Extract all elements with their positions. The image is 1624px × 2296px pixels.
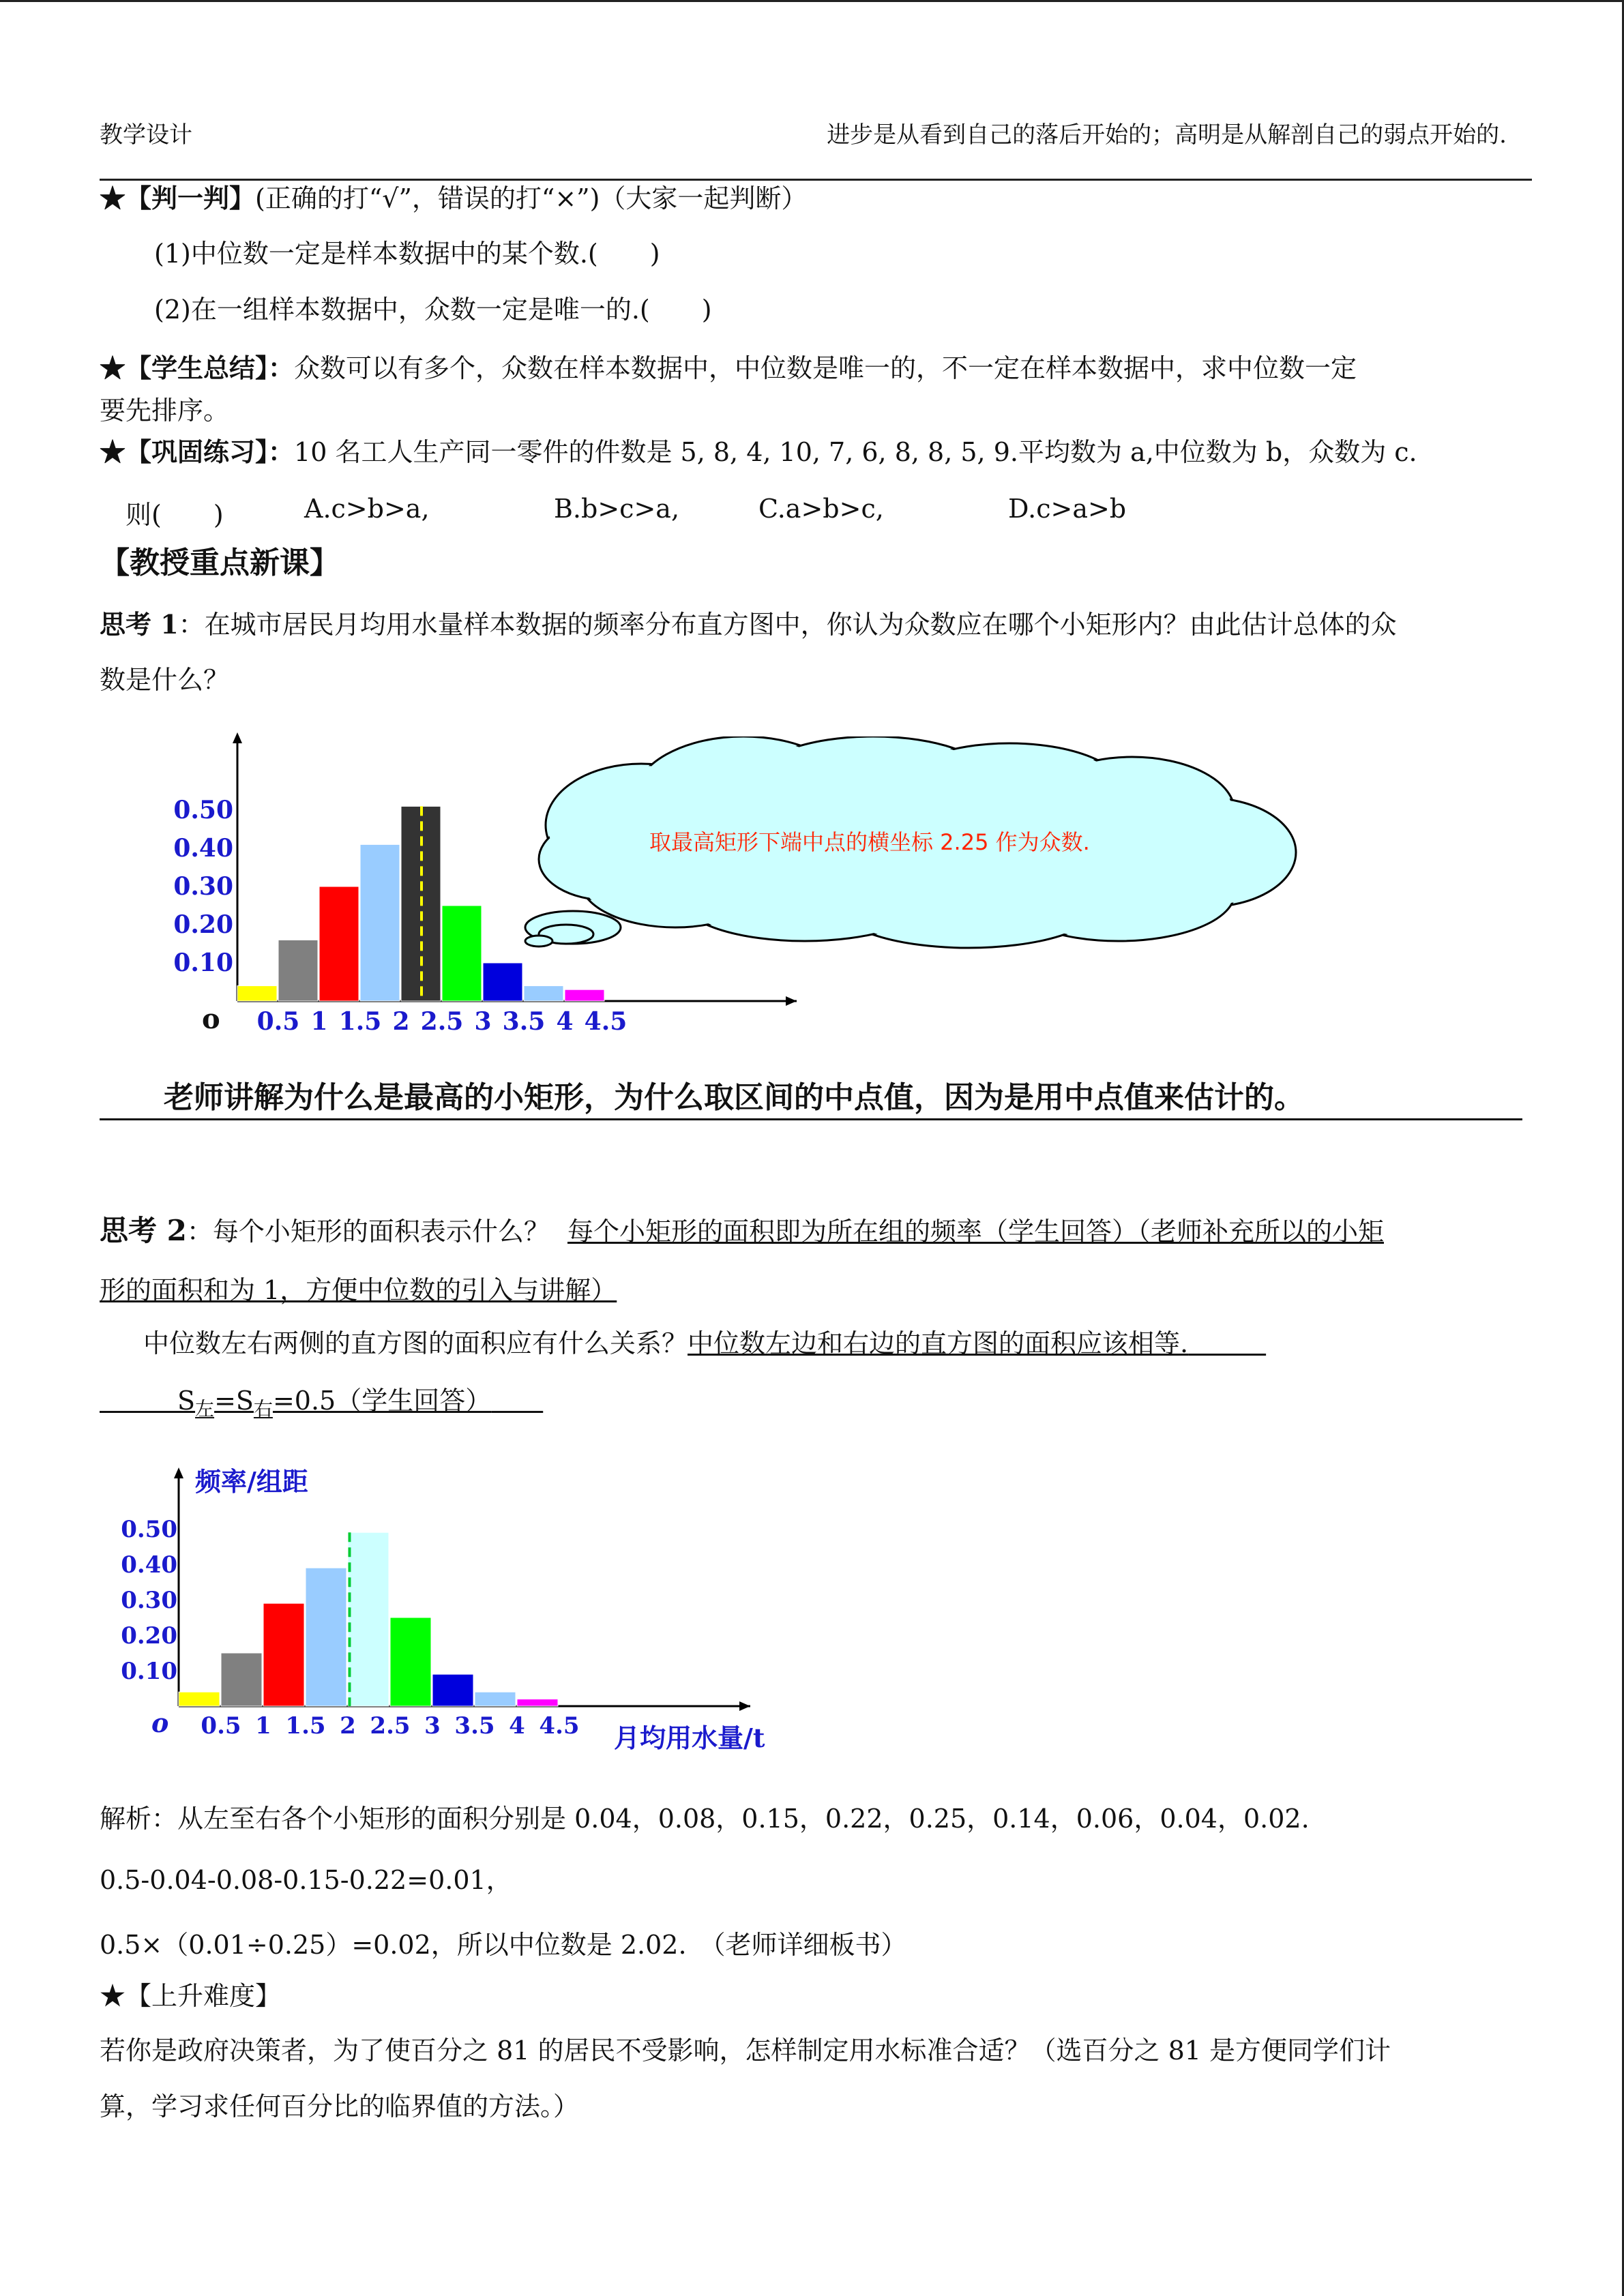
x-tick-label: 2.5 <box>420 1007 464 1036</box>
difficulty-title: ★【上升难度】 <box>100 1981 282 2011</box>
x-tick-label: 3 <box>424 1712 441 1740</box>
y-tick-label: 0.10 <box>121 1658 177 1685</box>
origin-label: o <box>151 1708 169 1738</box>
think2-answer2: 形的面积和为 1，方便中位数的引入与讲解） <box>100 1275 617 1305</box>
y-axis-arrow <box>233 732 242 743</box>
x-tick-label: 2 <box>340 1712 356 1740</box>
think1-text2: 数是什么？ <box>100 665 230 695</box>
practice-line <box>100 436 1417 468</box>
practice-title: ★【巩固练习】： <box>100 436 295 467</box>
histogram-bar <box>179 1692 220 1706</box>
x-tick-label: 3.5 <box>502 1007 546 1036</box>
x-tick-label: 4 <box>556 1007 574 1036</box>
difficulty-text1: 若你是政府决策者，为了使百分之 81 的居民不受影响，怎样制定用水标准合适？（选百分之 81 是方便同学们计 <box>100 2036 1391 2066</box>
section-title: 【教授重点新课】 <box>100 546 340 580</box>
judge-title: ★【判一判】 <box>100 183 256 213</box>
formula-right-sub: 右 <box>253 1397 273 1420</box>
think2-a2-blank <box>1188 1328 1266 1358</box>
practice-option-c: C.a>b>c, <box>758 494 884 524</box>
x-tick-label: 1 <box>255 1712 271 1740</box>
histogram-bar <box>565 989 604 1001</box>
y-tick-label: 0.30 <box>173 872 233 901</box>
judge-q1: (1)中位数一定是样本数据中的某个数.( ) <box>154 239 660 269</box>
think2-label: 思考 2 <box>100 1214 187 1247</box>
histogram-bar <box>432 1674 473 1706</box>
practice-prompt: 则( ) <box>126 500 224 530</box>
formula-blank-end <box>491 1386 543 1416</box>
y-tick-label: 0.10 <box>173 949 233 977</box>
judge-instruction: (正确的打“√”，错误的打“×”)（大家一起判断） <box>255 183 808 213</box>
cloud-text: 取最高矩形下端中点的横坐标 2.25 作为众数. <box>649 829 1090 855</box>
histogram-bar <box>319 886 359 1001</box>
x-tick-label: 4.5 <box>539 1712 580 1740</box>
practice-option-a: A.c>b>a, <box>304 494 430 524</box>
y-axis-arrow <box>174 1467 183 1478</box>
formula-left-sub: 左 <box>195 1397 215 1420</box>
summary-text1: 众数可以有多个，众数在样本数据中，中位数是唯一的，不一定在样本数据中，求中位数一定 <box>294 353 1357 383</box>
think2-a2: 中位数左边和右边的直方图的面积应该相等. <box>688 1328 1189 1358</box>
think2-q2: 中位数左右两侧的直方图的面积应有什么关系？ <box>143 1328 688 1358</box>
histogram-bar <box>360 844 400 1001</box>
x-tick-label: 4.5 <box>584 1007 628 1036</box>
header-left: 教学设计 <box>100 121 192 149</box>
summary-text2: 要先排序。 <box>100 396 230 426</box>
y-tick-label: 0.50 <box>173 796 233 824</box>
x-tick-label: 3 <box>474 1007 492 1036</box>
x-tick-label: 0.5 <box>256 1007 300 1036</box>
teacher-note-underline <box>100 1118 1522 1120</box>
summary-title: ★【学生总结】： <box>100 353 295 383</box>
histogram-bar <box>278 940 318 1001</box>
think2-question: ：每个小矩形的面积表示什么？ <box>186 1217 550 1247</box>
formula-tail: =0.5（学生回答） <box>272 1386 492 1416</box>
think2-formula <box>100 1386 543 1420</box>
think2-line3 <box>143 1328 1266 1360</box>
y-axis-label: 频率/组距 <box>195 1466 308 1497</box>
practice-option-b: B.b>c>a, <box>554 494 680 524</box>
y-tick-label: 0.40 <box>121 1551 177 1579</box>
teacher-note: 老师讲解为什么是最高的小矩形，为什么取区间的中点值，因为是用中点值来估计的。 <box>164 1080 1304 1115</box>
practice-text: 10 名工人生产同一零件的件数是 5, 8, 4, 10, 7, 6, 8, 8, 5, 9.平均数为 a,中位数为 b，众数为 c. <box>294 437 1417 467</box>
analysis-line3: 0.5×（0.01÷0.25）=0.02，所以中位数是 2.02. （老师详细板书） <box>100 1930 907 1960</box>
histogram-bar <box>483 963 522 1001</box>
y-tick-label: 0.30 <box>121 1587 177 1614</box>
summary-line1 <box>100 353 1357 385</box>
histogram-bar <box>306 1568 346 1706</box>
histogram-bar <box>263 1603 304 1706</box>
difficulty-text2: 算，学习求任何百分比的临界值的方法。） <box>100 2091 580 2121</box>
x-tick-label: 1.5 <box>338 1007 382 1036</box>
judge-q2: (2)在一组样本数据中，众数一定是唯一的.( ) <box>154 295 712 325</box>
page-border-top <box>0 0 1624 2</box>
judge-line <box>100 183 807 215</box>
histogram-bar <box>442 906 482 1001</box>
analysis-line1: 解析：从左至右各个小矩形的面积分别是 0.04，0.08，0.15，0.22，0.25，0.14，0.06，0.04，0.02. <box>100 1804 1310 1834</box>
x-axis-arrow <box>786 996 797 1006</box>
y-tick-label: 0.20 <box>121 1622 177 1650</box>
header-right: 进步是从看到自己的落后开始的；高明是从解剖自己的弱点开始的. <box>827 121 1507 149</box>
histogram-bar <box>237 986 277 1001</box>
header-rule <box>100 179 1532 181</box>
histogram-bar <box>348 1532 389 1706</box>
x-tick-label: 1 <box>310 1007 328 1036</box>
x-tick-label: 4 <box>509 1712 525 1740</box>
y-tick-label: 0.40 <box>173 834 233 863</box>
x-tick-label: 1.5 <box>285 1712 326 1740</box>
formula-eq: =S <box>214 1386 254 1416</box>
histogram-bar <box>475 1692 516 1706</box>
x-tick-label: 2 <box>392 1007 410 1036</box>
think2-answer1: 每个小矩形的面积即为所在组的频率（学生回答）（老师补充所以的小矩 <box>567 1217 1384 1247</box>
think2-line1 <box>100 1214 1384 1248</box>
x-axis-arrow <box>739 1701 750 1711</box>
x-axis-label: 月均用水量/t <box>614 1723 765 1753</box>
x-tick-label: 3.5 <box>454 1712 495 1740</box>
formula-blank <box>100 1386 177 1416</box>
histogram-bar <box>524 986 563 1001</box>
practice-option-d: D.c>a>b <box>1008 494 1127 524</box>
think1-label: 思考 1 <box>100 609 179 640</box>
y-tick-label: 0.50 <box>121 1516 177 1543</box>
x-tick-label: 2.5 <box>370 1712 411 1740</box>
histogram-bar <box>390 1617 431 1706</box>
origin-label: o <box>202 1003 220 1035</box>
thought-cloud <box>518 736 1378 982</box>
formula-s: S <box>177 1386 196 1416</box>
x-tick-label: 0.5 <box>201 1712 241 1740</box>
y-tick-label: 0.20 <box>173 910 233 939</box>
histogram-bar <box>517 1699 558 1706</box>
analysis-line2: 0.5-0.04-0.08-0.15-0.22=0.01， <box>100 1865 512 1895</box>
think1-text1: ：在城市居民月均用水量样本数据的频率分布直方图中，你认为众数应在哪个小矩形内？由此估计总体的众 <box>178 610 1397 640</box>
think1-line1 <box>100 609 1397 641</box>
histogram-chart-2 <box>102 1459 818 1759</box>
histogram-bar <box>221 1653 262 1706</box>
